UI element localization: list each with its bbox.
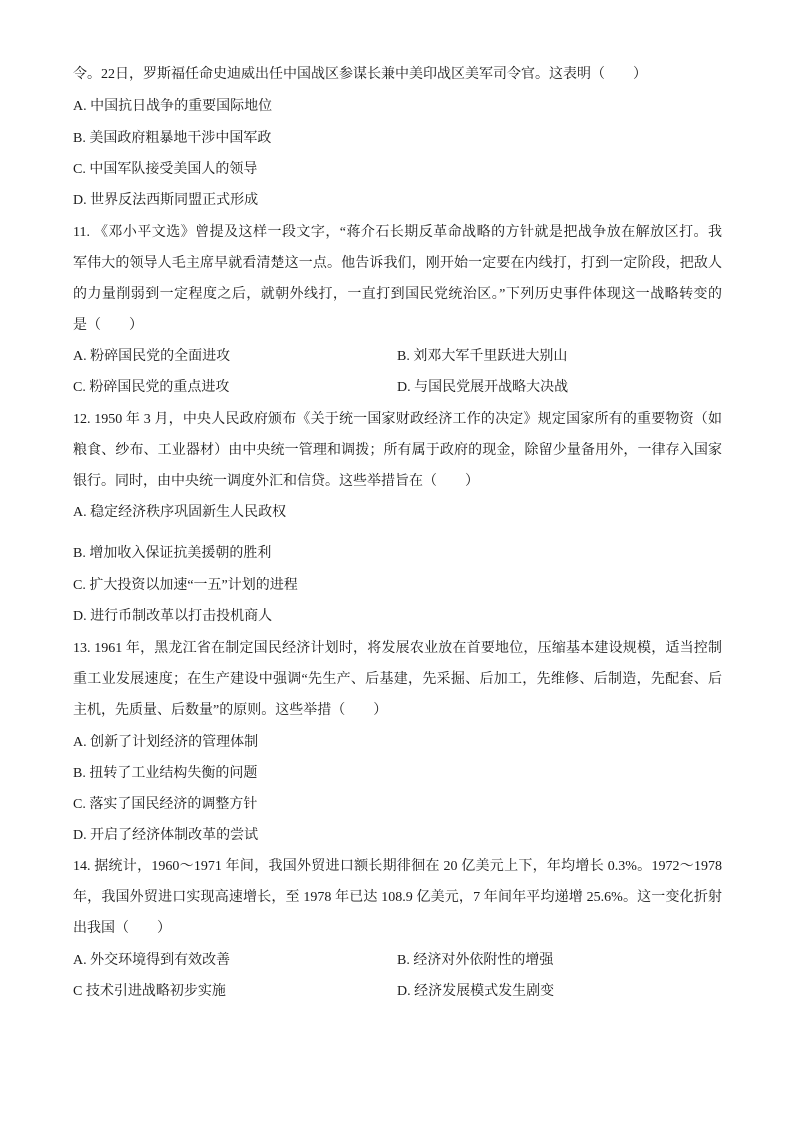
question-stem-line: 是（ ） — [73, 318, 143, 333]
option-b: B. 刘邓大军千里跃进大别山 — [397, 349, 568, 364]
option-c: C. 扩大投资以加速“一五”计划的进程 — [73, 578, 298, 593]
question-stem-line: 年，我国外贸进口实现高速增长，至 1978 年已达 108.9 亿美元，7 年间年平均递增 25.6%。这一变化折射 — [73, 890, 722, 905]
option-b: B. 扭转了工业结构失衡的问题 — [73, 766, 258, 781]
option-d: D. 世界反法西斯同盟正式形成 — [73, 193, 259, 208]
question-stem-line: 12. 1950 年 3 月，中央人民政府颁布《关于统一国家财政经济工作的决定》规定国家所有的重要物资（如 — [73, 412, 722, 427]
option-b: B. 增加收入保证抗美援朝的胜利 — [73, 546, 272, 561]
question-stem-line: 令。22日，罗斯福任命史迪威出任中国战区参谋长兼中美印战区美军司令官。这表明（ ） — [73, 67, 647, 82]
option-b: B. 经济对外依附性的增强 — [397, 953, 554, 968]
option-a: A. 粉碎国民党的全面进攻 — [73, 349, 231, 364]
question-stem-line: 11. 《邓小平文选》曾提及这样一段文字，“蒋介石长期反革命战略的方针就是把战争放在解放区打。我 — [73, 225, 722, 240]
option-a: A. 创新了计划经济的管理体制 — [73, 735, 259, 750]
question-stem-line: 13. 1961 年，黑龙江省在制定国民经济计划时，将发展农业放在首要地位，压缩基本建设规模，适当控制 — [73, 641, 722, 656]
option-d: D. 与国民党展开战略大决战 — [397, 380, 569, 395]
option-c: C 技术引进战略初步实施 — [73, 984, 226, 999]
option-a: A. 外交环境得到有效改善 — [73, 953, 231, 968]
option-d: D. 开启了经济体制改革的尝试 — [73, 828, 259, 843]
question-stem-line: 出我国（ ） — [73, 921, 171, 936]
question-stem-line: 银行。同时，由中央统一调度外汇和信贷。这些举措旨在（ ） — [73, 474, 479, 489]
question-stem-line: 14. 据统计，1960～1971 年间，我国外贸进口额长期徘徊在 20 亿美元上下，年均增长 0.3%。1972～1978 — [73, 859, 722, 874]
question-stem-line: 粮食、纱布、工业器材）由中央统一管理和调拨；所有属于政府的现金，除留少量备用外，一律存入国家 — [73, 443, 722, 458]
question-stem-line: 主机，先质量、后数量”的原则。这些举措（ ） — [73, 703, 388, 718]
option-a: A. 稳定经济秩序巩固新生人民政权 — [73, 505, 287, 520]
option-a: A. 中国抗日战争的重要国际地位 — [73, 99, 273, 114]
option-c: C. 中国军队接受美国人的领导 — [73, 162, 258, 177]
option-d: D. 进行币制改革以打击投机商人 — [73, 609, 273, 624]
option-b: B. 美国政府粗暴地干涉中国军政 — [73, 131, 272, 146]
option-c: C. 落实了国民经济的调整方针 — [73, 797, 258, 812]
option-c: C. 粉碎国民党的重点进攻 — [73, 380, 230, 395]
question-stem-line: 军伟大的领导人毛主席早就看清楚这一点。他告诉我们，刚开始一定要在内线打，打到一定阶段，把敌人 — [73, 256, 722, 271]
option-d: D. 经济发展模式发生剧变 — [397, 984, 555, 999]
question-stem-line: 重工业发展速度；在生产建设中强调“先生产、后基建，先采掘、后加工，先维修、后制造，先配套、后 — [73, 672, 722, 687]
question-stem-line: 的力量削弱到一定程度之后，就朝外线打，一直打到国民党统治区。”下列历史事件体现这一战略转变的 — [73, 287, 722, 302]
